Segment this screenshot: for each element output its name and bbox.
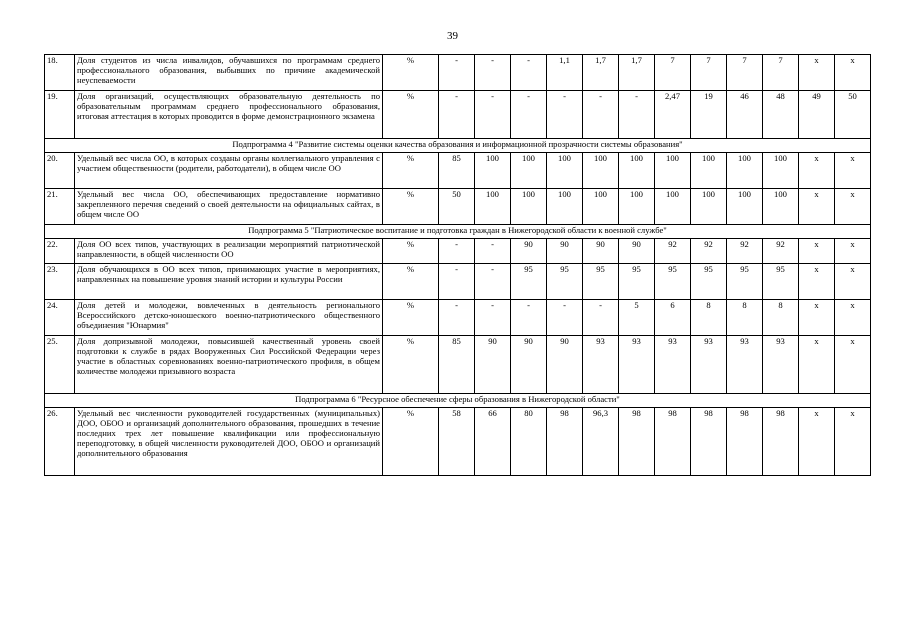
- table-row: [45, 91, 871, 139]
- value-cell: -: [439, 264, 475, 300]
- value-cell: 98: [727, 408, 763, 476]
- value-cell: 5: [619, 300, 655, 336]
- value-cell: 50: [439, 189, 475, 225]
- value-cell: x: [799, 264, 835, 300]
- unit-cell: %: [383, 189, 439, 225]
- table-row: [45, 264, 871, 300]
- value-cell: 8: [763, 300, 799, 336]
- value-cell: x: [799, 189, 835, 225]
- indicator-description: Удельный вес численности руководителей государственных (муниципальных) ДОО, ОБОО и организаций дополнительного образования, прошедших в течение последних трех лет повышение квалификации или профессиональную переподготовку, в общей численности руководителей ДОО, ОБОО и организаций дополнительного образования: [75, 408, 383, 476]
- value-cell: x: [799, 336, 835, 394]
- value-cell: 58: [439, 408, 475, 476]
- value-cell: -: [475, 55, 511, 91]
- value-cell: -: [439, 55, 475, 91]
- row-number: 23.: [45, 264, 75, 300]
- value-cell: 100: [763, 189, 799, 225]
- value-cell: 19: [691, 91, 727, 139]
- value-cell: 93: [691, 336, 727, 394]
- value-cell: 90: [547, 239, 583, 264]
- value-cell: 7: [691, 55, 727, 91]
- value-cell: 80: [511, 408, 547, 476]
- indicator-description: Доля допризывной молодежи, повысившей качественный уровень своей подготовки к службе в рядах Вооруженных Сил Российской Федерации через участие в областных соревнованиях военно-патриотического профиля, в общем количестве молодежи призывного возраста: [75, 336, 383, 394]
- value-cell: 7: [655, 55, 691, 91]
- value-cell: 92: [727, 239, 763, 264]
- value-cell: 93: [583, 336, 619, 394]
- value-cell: -: [475, 264, 511, 300]
- value-cell: -: [511, 55, 547, 91]
- value-cell: x: [835, 264, 871, 300]
- value-cell: -: [439, 239, 475, 264]
- value-cell: x: [835, 300, 871, 336]
- section-row: [45, 139, 871, 153]
- value-cell: x: [799, 300, 835, 336]
- value-cell: 6: [655, 300, 691, 336]
- value-cell: 95: [583, 264, 619, 300]
- table-row: [45, 336, 871, 394]
- row-number: 25.: [45, 336, 75, 394]
- value-cell: x: [835, 239, 871, 264]
- indicator-description: Удельный вес числа ОО, в которых созданы органы коллегиального управления с участием общественности (родители, работодатели), в общем числе ОО: [75, 153, 383, 189]
- indicator-description: Доля детей и молодежи, вовлеченных в деятельность регионального Всероссийского детско-юношеского военно-патриотического общественного объединения "Юнармия": [75, 300, 383, 336]
- indicator-description: Доля студентов из числа инвалидов, обучавшихся по программам среднего профессионального образования, выбывших по причине академической неуспеваемости: [75, 55, 383, 91]
- value-cell: 100: [619, 189, 655, 225]
- value-cell: 95: [619, 264, 655, 300]
- value-cell: -: [583, 91, 619, 139]
- row-number: 22.: [45, 239, 75, 264]
- value-cell: x: [835, 336, 871, 394]
- value-cell: 85: [439, 336, 475, 394]
- value-cell: 7: [763, 55, 799, 91]
- value-cell: 48: [763, 91, 799, 139]
- value-cell: -: [511, 300, 547, 336]
- value-cell: 93: [655, 336, 691, 394]
- value-cell: 50: [835, 91, 871, 139]
- unit-cell: %: [383, 239, 439, 264]
- value-cell: 100: [655, 189, 691, 225]
- value-cell: 96,3: [583, 408, 619, 476]
- value-cell: 7: [727, 55, 763, 91]
- value-cell: -: [547, 300, 583, 336]
- value-cell: x: [799, 239, 835, 264]
- value-cell: 98: [547, 408, 583, 476]
- section-row: [45, 394, 871, 408]
- value-cell: 100: [727, 153, 763, 189]
- value-cell: 100: [691, 189, 727, 225]
- indicator-description: Удельный вес числа ОО, обеспечивающих предоставление нормативно закрепленного перечня сведений о своей деятельности на официальных сайтах, в общем числе ОО: [75, 189, 383, 225]
- value-cell: 95: [763, 264, 799, 300]
- unit-cell: %: [383, 264, 439, 300]
- section-title: Подпрограмма 6 "Ресурсное обеспечение сферы образования в Нижегородской области": [45, 394, 871, 408]
- value-cell: 100: [475, 189, 511, 225]
- table-row: [45, 55, 871, 91]
- value-cell: 100: [547, 153, 583, 189]
- value-cell: 2,47: [655, 91, 691, 139]
- value-cell: 92: [655, 239, 691, 264]
- value-cell: 100: [619, 153, 655, 189]
- value-cell: -: [475, 239, 511, 264]
- row-number: 20.: [45, 153, 75, 189]
- value-cell: 49: [799, 91, 835, 139]
- value-cell: 93: [727, 336, 763, 394]
- value-cell: x: [799, 55, 835, 91]
- value-cell: 95: [691, 264, 727, 300]
- value-cell: -: [475, 91, 511, 139]
- table-row: [45, 408, 871, 476]
- value-cell: 85: [439, 153, 475, 189]
- value-cell: 95: [655, 264, 691, 300]
- value-cell: 90: [619, 239, 655, 264]
- value-cell: x: [835, 153, 871, 189]
- indicator-description: Доля организаций, осуществляющих образовательную деятельность по образовательным программам среднего профессионального образования, итоговая аттестация в которых проводится в форме демонстрационного экзамена: [75, 91, 383, 139]
- value-cell: 66: [475, 408, 511, 476]
- value-cell: 8: [727, 300, 763, 336]
- section-title: Подпрограмма 4 "Развитие системы оценки качества образования и информационной прозрачности системы образования": [45, 139, 871, 153]
- value-cell: 93: [763, 336, 799, 394]
- unit-cell: %: [383, 336, 439, 394]
- row-number: 21.: [45, 189, 75, 225]
- value-cell: 8: [691, 300, 727, 336]
- unit-cell: %: [383, 300, 439, 336]
- value-cell: 93: [619, 336, 655, 394]
- unit-cell: %: [383, 55, 439, 91]
- value-cell: 100: [691, 153, 727, 189]
- row-number: 24.: [45, 300, 75, 336]
- value-cell: 95: [547, 264, 583, 300]
- section-title: Подпрограмма 5 "Патриотическое воспитание и подготовка граждан в Нижегородской области к военной службе": [45, 225, 871, 239]
- section-row: [45, 225, 871, 239]
- table-row: [45, 300, 871, 336]
- value-cell: 46: [727, 91, 763, 139]
- value-cell: 100: [547, 189, 583, 225]
- value-cell: 100: [583, 189, 619, 225]
- value-cell: x: [835, 55, 871, 91]
- page-number: 39: [447, 30, 458, 42]
- value-cell: 92: [691, 239, 727, 264]
- value-cell: -: [583, 300, 619, 336]
- value-cell: 98: [691, 408, 727, 476]
- unit-cell: %: [383, 408, 439, 476]
- indicator-description: Доля ОО всех типов, участвующих в реализации мероприятий патриотической направленности, в общей численности ОО: [75, 239, 383, 264]
- value-cell: x: [835, 408, 871, 476]
- value-cell: 98: [619, 408, 655, 476]
- value-cell: 92: [763, 239, 799, 264]
- value-cell: -: [547, 91, 583, 139]
- value-cell: 100: [727, 189, 763, 225]
- value-cell: -: [439, 91, 475, 139]
- value-cell: -: [439, 300, 475, 336]
- value-cell: 90: [511, 239, 547, 264]
- value-cell: 1,7: [583, 55, 619, 91]
- value-cell: x: [799, 408, 835, 476]
- value-cell: 100: [511, 153, 547, 189]
- value-cell: 1,1: [547, 55, 583, 91]
- value-cell: x: [835, 189, 871, 225]
- unit-cell: %: [383, 91, 439, 139]
- value-cell: 100: [511, 189, 547, 225]
- value-cell: 98: [655, 408, 691, 476]
- value-cell: 95: [511, 264, 547, 300]
- value-cell: -: [619, 91, 655, 139]
- table-row: [45, 189, 871, 225]
- table-row: [45, 239, 871, 264]
- indicators-table: [44, 54, 871, 476]
- table-row: [45, 153, 871, 189]
- value-cell: 90: [547, 336, 583, 394]
- value-cell: 100: [583, 153, 619, 189]
- value-cell: 100: [655, 153, 691, 189]
- value-cell: 90: [583, 239, 619, 264]
- value-cell: 95: [727, 264, 763, 300]
- unit-cell: %: [383, 153, 439, 189]
- value-cell: 90: [475, 336, 511, 394]
- value-cell: 90: [511, 336, 547, 394]
- row-number: 19.: [45, 91, 75, 139]
- value-cell: 1,7: [619, 55, 655, 91]
- value-cell: 100: [475, 153, 511, 189]
- value-cell: -: [475, 300, 511, 336]
- table-body: [45, 55, 871, 476]
- value-cell: x: [799, 153, 835, 189]
- row-number: 26.: [45, 408, 75, 476]
- indicator-description: Доля обучающихся в ОО всех типов, принимающих участие в мероприятиях, направленных на повышение уровня знаний истории и культуры России: [75, 264, 383, 300]
- row-number: 18.: [45, 55, 75, 91]
- value-cell: -: [511, 91, 547, 139]
- value-cell: 98: [763, 408, 799, 476]
- value-cell: 100: [763, 153, 799, 189]
